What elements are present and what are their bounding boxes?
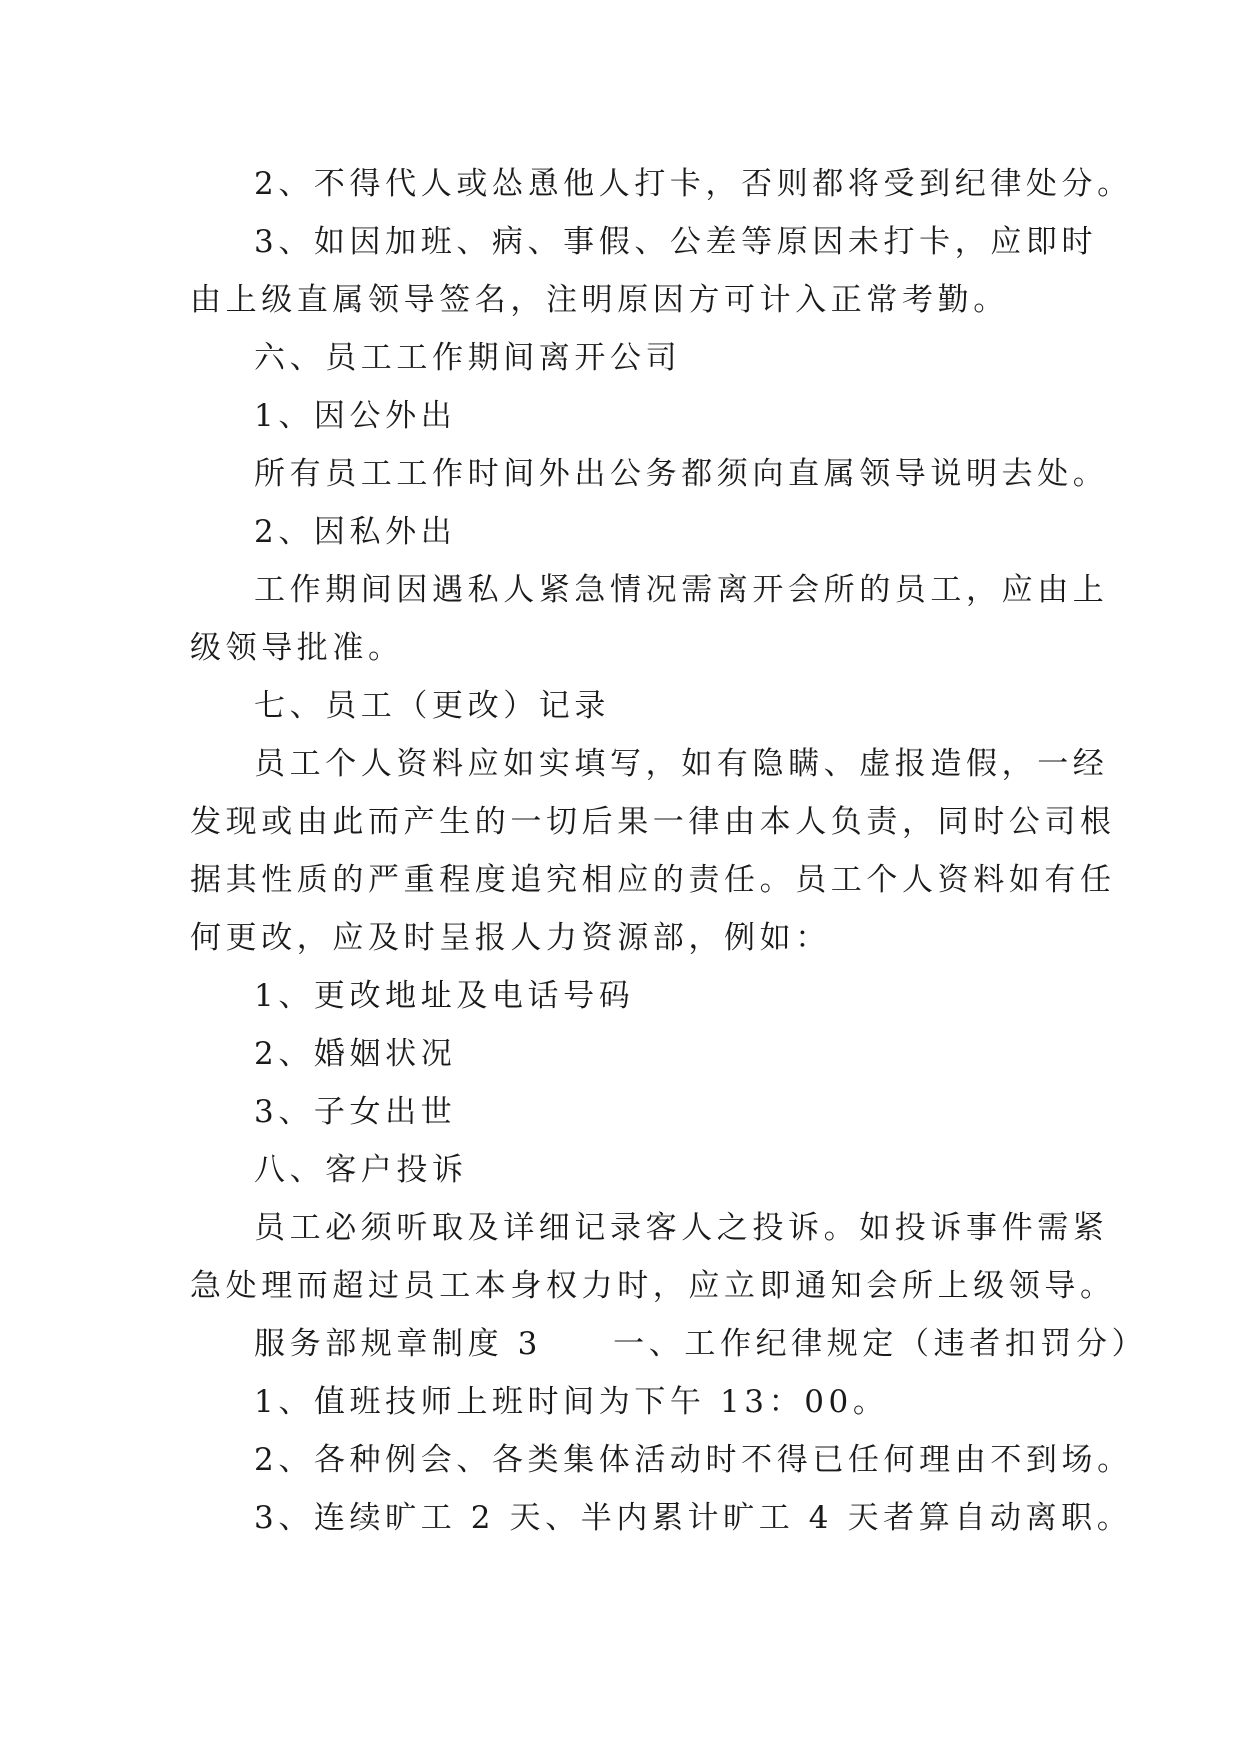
paragraph-line: 何更改，应及时呈报人力资源部，例如：: [190, 920, 831, 956]
list-item: 3、连续旷工 2 天、半内累计旷工 4 天者算自动离职。: [254, 1500, 1133, 1536]
paragraph-line: 据其性质的严重程度追究相应的责任。员工个人资料如有任: [190, 862, 1116, 898]
list-item: 3、子女出世: [254, 1094, 457, 1130]
paragraph-line: 发现或由此而产生的一切后果一律由本人负责，同时公司根: [190, 804, 1116, 840]
list-item: 2、各种例会、各类集体活动时不得已任何理由不到场。: [254, 1442, 1133, 1478]
paragraph-line: 员工必须听取及详细记录客人之投诉。如投诉事件需紧: [254, 1210, 1109, 1246]
subsection-heading: 2、因私外出: [254, 514, 457, 550]
paragraph-line: 3、如因加班、病、事假、公差等原因未打卡，应即时: [254, 224, 1098, 260]
list-item: 2、婚姻状况: [254, 1036, 457, 1072]
paragraph-line: 员工个人资料应如实填写，如有隐瞒、虚报造假，一经: [254, 746, 1109, 782]
paragraph-line: 所有员工工作时间外出公务都须向直属领导说明去处。: [254, 456, 1109, 492]
paragraph-line: 服务部规章制度 3 一、工作纪律规定（违者扣罚分）: [254, 1326, 1148, 1362]
paragraph-line: 级领导批准。: [190, 630, 404, 666]
paragraph-line: 2、不得代人或怂恿他人打卡，否则都将受到纪律处分。: [254, 166, 1133, 202]
section-heading: 七、员工（更改）记录: [254, 688, 610, 724]
list-item: 1、值班技师上班时间为下午 13：00。: [254, 1384, 889, 1420]
list-item: 1、更改地址及电话号码: [254, 978, 635, 1014]
section-heading: 八、客户投诉: [254, 1152, 468, 1188]
subsection-heading: 1、因公外出: [254, 398, 457, 434]
section-heading: 六、员工工作期间离开公司: [254, 340, 682, 376]
paragraph-line: 由上级直属领导签名，注明原因方可计入正常考勤。: [190, 282, 1009, 318]
paragraph-line: 工作期间因遇私人紧急情况需离开会所的员工，应由上: [254, 572, 1109, 608]
paragraph-line: 急处理而超过员工本身权力时，应立即通知会所上级领导。: [190, 1268, 1116, 1304]
